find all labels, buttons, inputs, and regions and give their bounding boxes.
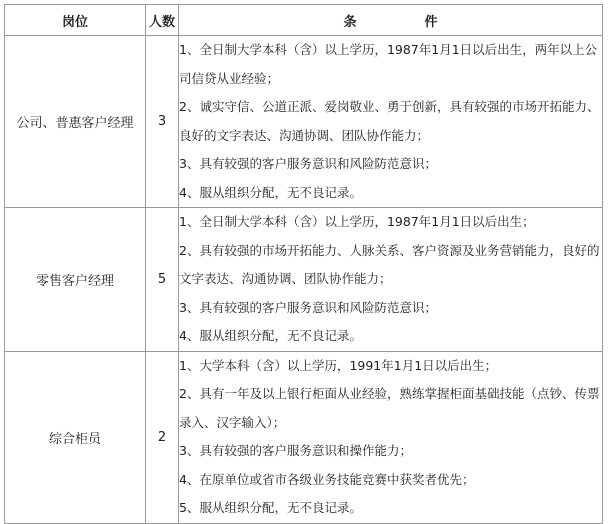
table-row [5,208,603,352]
table-row [5,351,603,523]
count-cell: 5 [146,208,179,352]
condition-item: 3、具有较强的客户服务意识和风险防范意识； [179,156,437,171]
header-row [5,5,603,36]
condition-item: 5、服从组织分配，无不良记录。 [179,500,362,515]
header-conditions-part1: 条 [343,14,357,30]
count-cell: 3 [146,36,179,208]
conditions-cell [179,208,603,352]
header-conditions [179,5,603,36]
table-row [5,36,603,208]
header-position: 岗位 [5,5,146,36]
condition-item: 4、服从组织分配，无不良记录。 [179,184,362,200]
condition-item: 1、全日制大学本科（含）以上学历，1987年1月1日以后出生； [179,214,535,229]
condition-item: 1、全日制大学本科（含）以上学历，1987年1月1日以后出生，两年以上公司信贷从业经验； [179,42,598,86]
condition-item: 2、具有较强的市场开拓能力、人脉关系、客户资源及业务营销能力，良好的文字表达、沟通协调、团队协作能力； [179,242,600,286]
header-conditions-part2: 件 [424,14,438,30]
condition-item: 4、在原单位或省市各级业务技能竞赛中获奖者优先； [179,471,475,487]
condition-item: 1、大学本科（含）以上学历，1991年1月1日以后出生； [179,357,498,373]
recruitment-table [4,4,603,524]
condition-item: 3、具有较强的客户服务意识和操作能力； [179,443,412,458]
position-cell: 综合柜员 [5,351,146,523]
position-cell: 公司、普惠客户经理 [5,36,146,208]
condition-item: 3、具有较强的客户服务意识和风险防范意识； [179,299,437,315]
position-cell: 零售客户经理 [5,208,146,352]
count-cell: 2 [146,351,179,523]
header-count: 人数 [146,5,179,36]
condition-item: 4、服从组织分配，无不良记录。 [179,328,362,343]
condition-item: 2、具有一年及以上银行柜面从业经验，熟练掌握柜面基础技能（点钞、传票录入、汉字输入）； [179,386,600,430]
conditions-cell [179,351,603,523]
conditions-cell [179,36,603,208]
condition-item: 2、诚实守信、公道正派、爱岗敬业、勇于创新，具有较强的市场开拓能力、良好的文字表达、沟通协调、团队协作能力； [179,99,600,143]
